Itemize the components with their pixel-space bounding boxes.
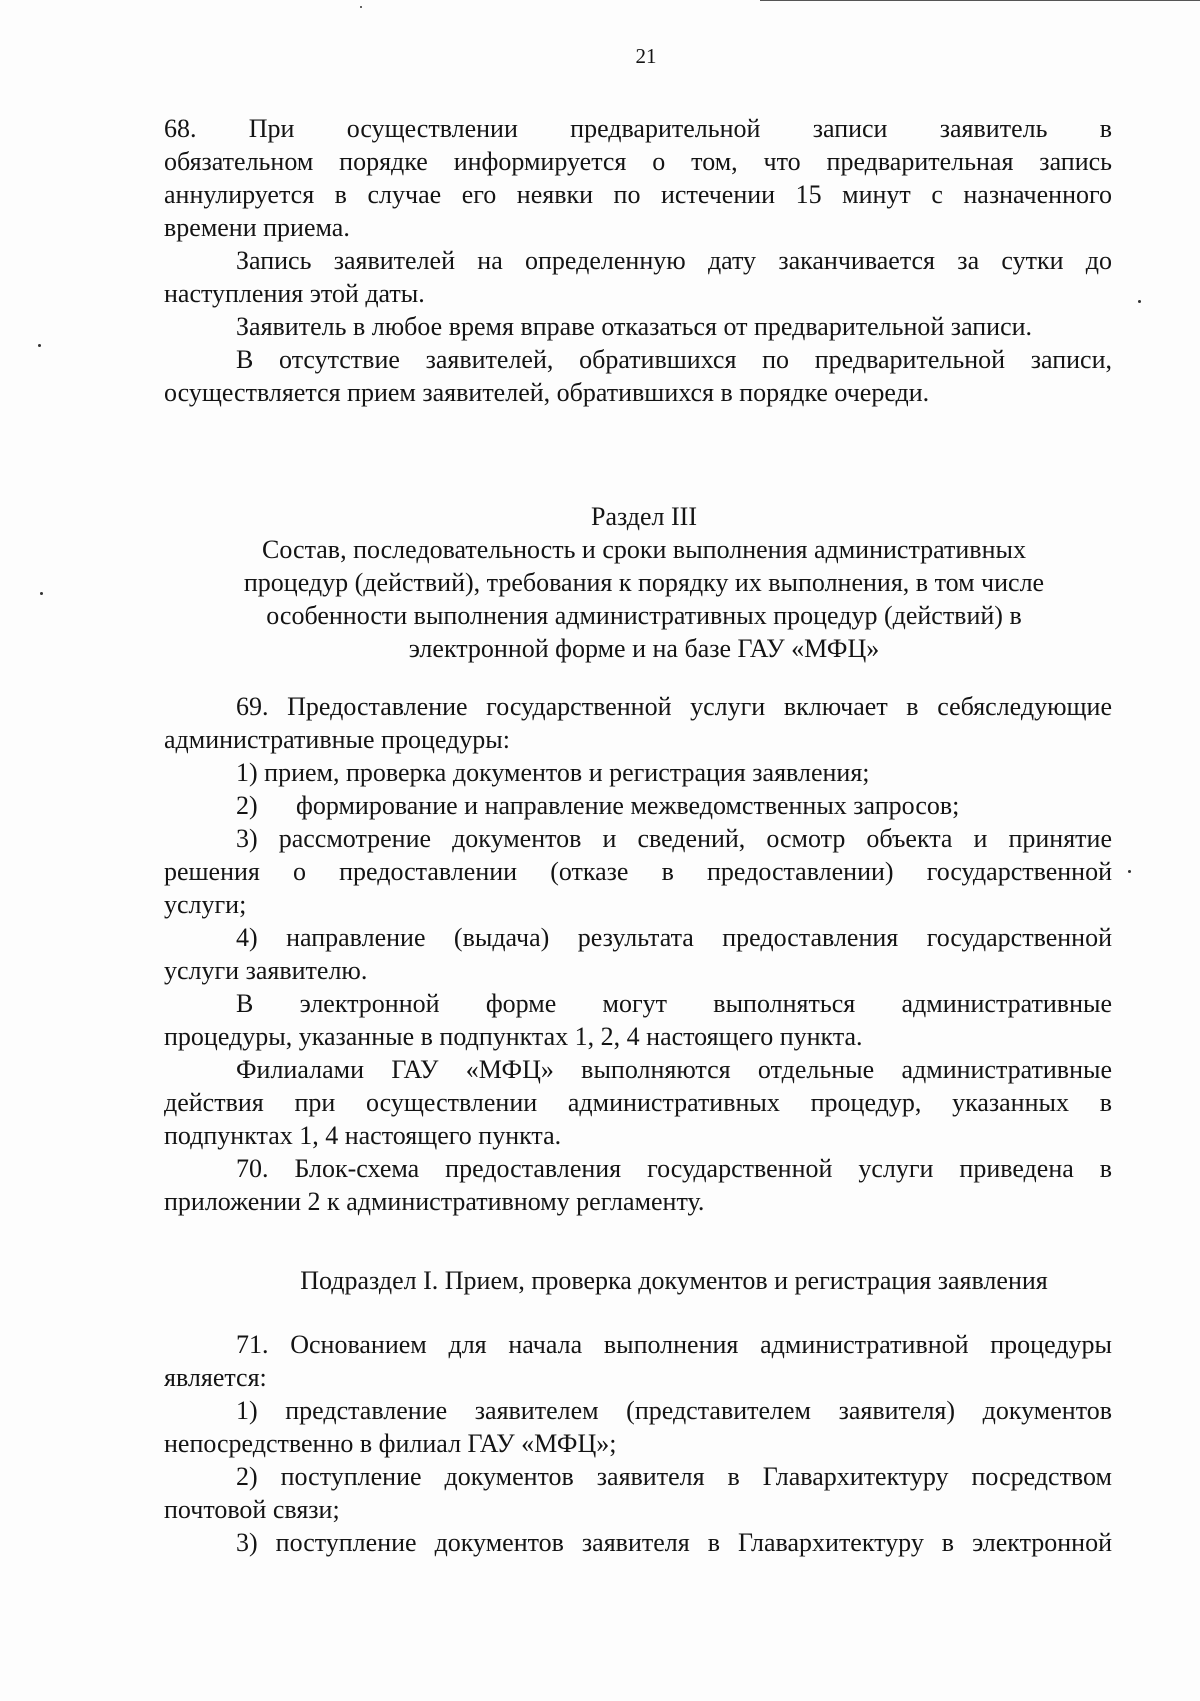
scan-speck bbox=[38, 344, 41, 347]
para-71-item-3-line-1: 3) поступление документов заявителя в Главархитектуру в электронной bbox=[236, 1528, 1112, 1557]
para-68d-line-1: В отсутствие заявителей, обратившихся по предварительной записи, bbox=[236, 345, 1112, 374]
para-68-line-2: обязательном порядке информируется о том, что предварительная запись bbox=[164, 147, 1112, 176]
para-68b-line-2: наступления этой даты. bbox=[164, 279, 425, 308]
para-71-item-1-line-2: непосредственно в филиал ГАУ «МФЦ»; bbox=[164, 1429, 617, 1458]
para-71-item-2-line-2: почтовой связи; bbox=[164, 1495, 340, 1524]
para-69-item-4-line-1: 4) направление (выдача) результата предоставления государственной bbox=[236, 923, 1112, 952]
page-number: 21 bbox=[635, 44, 657, 68]
scan-speck bbox=[1138, 300, 1141, 303]
subsection-title: Подраздел I. Прием, проверка документов и регистрация заявления bbox=[300, 1266, 1048, 1295]
para-71-line-2: является: bbox=[164, 1363, 267, 1392]
para-69-line-1: 69. Предоставление государственной услуги включает в себяследующие bbox=[236, 692, 1112, 721]
para-69-item-2-text: формирование и направление межведомственных запросов; bbox=[296, 791, 960, 820]
para-70-line-2: приложении 2 к административному регламенту. bbox=[164, 1187, 705, 1216]
para-69-electronic-line-1: В электронной форме могут выполняться административные bbox=[236, 989, 1112, 1018]
para-69-branches-line-3: подпунктах 1, 4 настоящего пункта. bbox=[164, 1121, 562, 1150]
para-68-line-3: аннулируется в случае его неявки по истечении 15 минут с назначенного bbox=[164, 180, 1112, 209]
para-71-item-2-line-1: 2) поступление документов заявителя в Главархитектуру посредством bbox=[236, 1462, 1112, 1491]
para-68-line-4: времени приема. bbox=[164, 213, 350, 242]
section-title-line-2: процедур (действий), требования к порядку их выполнения, в том числе bbox=[243, 568, 1045, 597]
para-69-item-3-line-1: 3) рассмотрение документов и сведений, осмотр объекта и принятие bbox=[236, 824, 1112, 853]
top-edge-line bbox=[760, 0, 1200, 1]
para-70-line-1: 70. Блок-схема предоставления государственной услуги приведена в bbox=[236, 1154, 1112, 1183]
para-69-item-3-line-2: решения о предоставлении (отказе в предоставлении) государственной bbox=[164, 857, 1112, 886]
section-label: Раздел III bbox=[590, 502, 698, 531]
para-69-item-3-line-3: услуги; bbox=[164, 890, 247, 919]
para-69-item-2-number: 2) bbox=[236, 791, 258, 820]
scan-speck bbox=[360, 6, 362, 8]
para-71-item-1-line-1: 1) представление заявителем (представителем заявителя) документов bbox=[236, 1396, 1112, 1425]
section-title-line-4: электронной форме и на базе ГАУ «МФЦ» bbox=[408, 634, 880, 663]
para-68d-line-2: осуществляется прием заявителей, обратившихся в порядке очереди. bbox=[164, 378, 930, 407]
para-68b-line-1: Запись заявителей на определенную дату заканчивается за сутки до bbox=[236, 246, 1112, 275]
para-69-branches-line-1: Филиалами ГАУ «МФЦ» выполняются отдельные административные bbox=[236, 1055, 1112, 1084]
para-69-line-2: административные процедуры: bbox=[164, 725, 510, 754]
scan-speck bbox=[40, 592, 43, 595]
para-68-line-1: 68. При осуществлении предварительной записи заявитель в bbox=[164, 114, 1112, 143]
para-69-branches-line-2: действия при осуществлении административных процедур, указанных в bbox=[164, 1088, 1112, 1117]
para-69-item-4-line-2: услуги заявителю. bbox=[164, 956, 368, 985]
para-68c-line-1: Заявитель в любое время вправе отказаться от предварительной записи. bbox=[236, 312, 1033, 341]
section-title-line-1: Состав, последовательность и сроки выполнения административных bbox=[262, 535, 1026, 564]
scan-speck bbox=[1128, 870, 1131, 873]
section-title-line-3: особенности выполнения административных процедур (действий) в bbox=[266, 601, 1022, 630]
para-69-electronic-line-2: процедуры, указанные в подпунктах 1, 2, 4 настоящего пункта. bbox=[164, 1022, 863, 1051]
para-71-line-1: 71. Основанием для начала выполнения административной процедуры bbox=[236, 1330, 1112, 1359]
para-69-item-1: 1) прием, проверка документов и регистрация заявления; bbox=[236, 758, 870, 787]
